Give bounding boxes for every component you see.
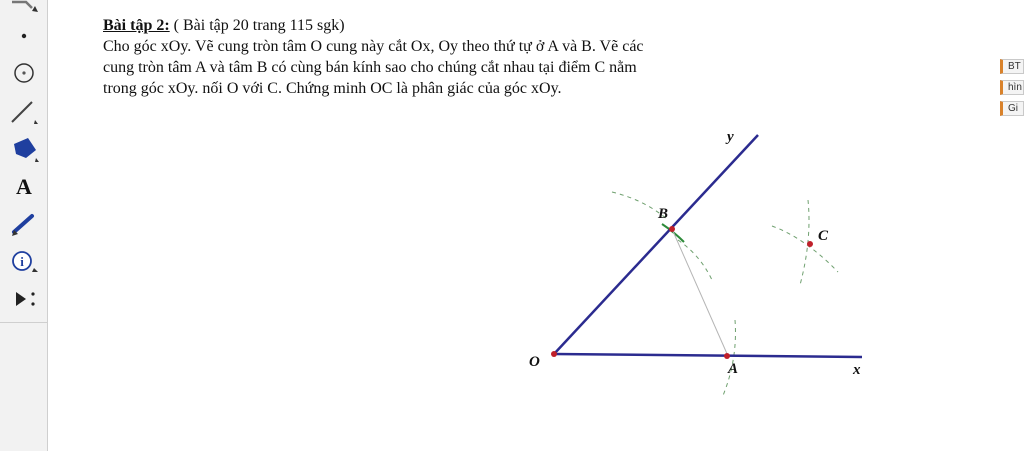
side-button-hinh[interactable]: hìn bbox=[1000, 80, 1024, 95]
label-y: y bbox=[727, 129, 734, 145]
problem-title: Bài tập 2: bbox=[103, 17, 170, 34]
label-c: C bbox=[818, 228, 829, 244]
problem-line: Cho góc xOy. Vẽ cung tròn tâm O cung này cắt Ox, Oy theo thứ tự ở A và B. Vẽ các bbox=[103, 38, 644, 55]
side-button-bt[interactable]: BT bbox=[1000, 59, 1024, 74]
label-x: x bbox=[853, 362, 861, 378]
side-button-gi[interactable]: Gi bbox=[1000, 101, 1024, 116]
label-o: O bbox=[529, 354, 540, 370]
ray-oy bbox=[554, 135, 758, 354]
arc-center-o-lower bbox=[722, 320, 735, 398]
point-a bbox=[724, 353, 730, 359]
problem-line: cung tròn tâm A và tâm B có cùng bán kính sao cho chúng cắt nhau tại điểm C nằm bbox=[103, 59, 637, 76]
problem-line: trong góc xOy. nối O với C. Chứng minh OC là phân giác của góc xOy. bbox=[103, 80, 562, 97]
problem-source: ( Bài tập 20 trang 115 sgk) bbox=[169, 17, 345, 34]
point-o bbox=[551, 351, 557, 357]
point-c bbox=[807, 241, 813, 247]
segment-ba bbox=[672, 229, 728, 356]
svg-text:i: i bbox=[20, 254, 24, 269]
point-b bbox=[669, 226, 675, 232]
text-tool-label: A bbox=[16, 174, 32, 199]
ray-ox bbox=[554, 354, 862, 357]
label-a: A bbox=[728, 361, 739, 377]
label-b: B bbox=[658, 206, 669, 222]
arc-center-b bbox=[678, 240, 712, 280]
